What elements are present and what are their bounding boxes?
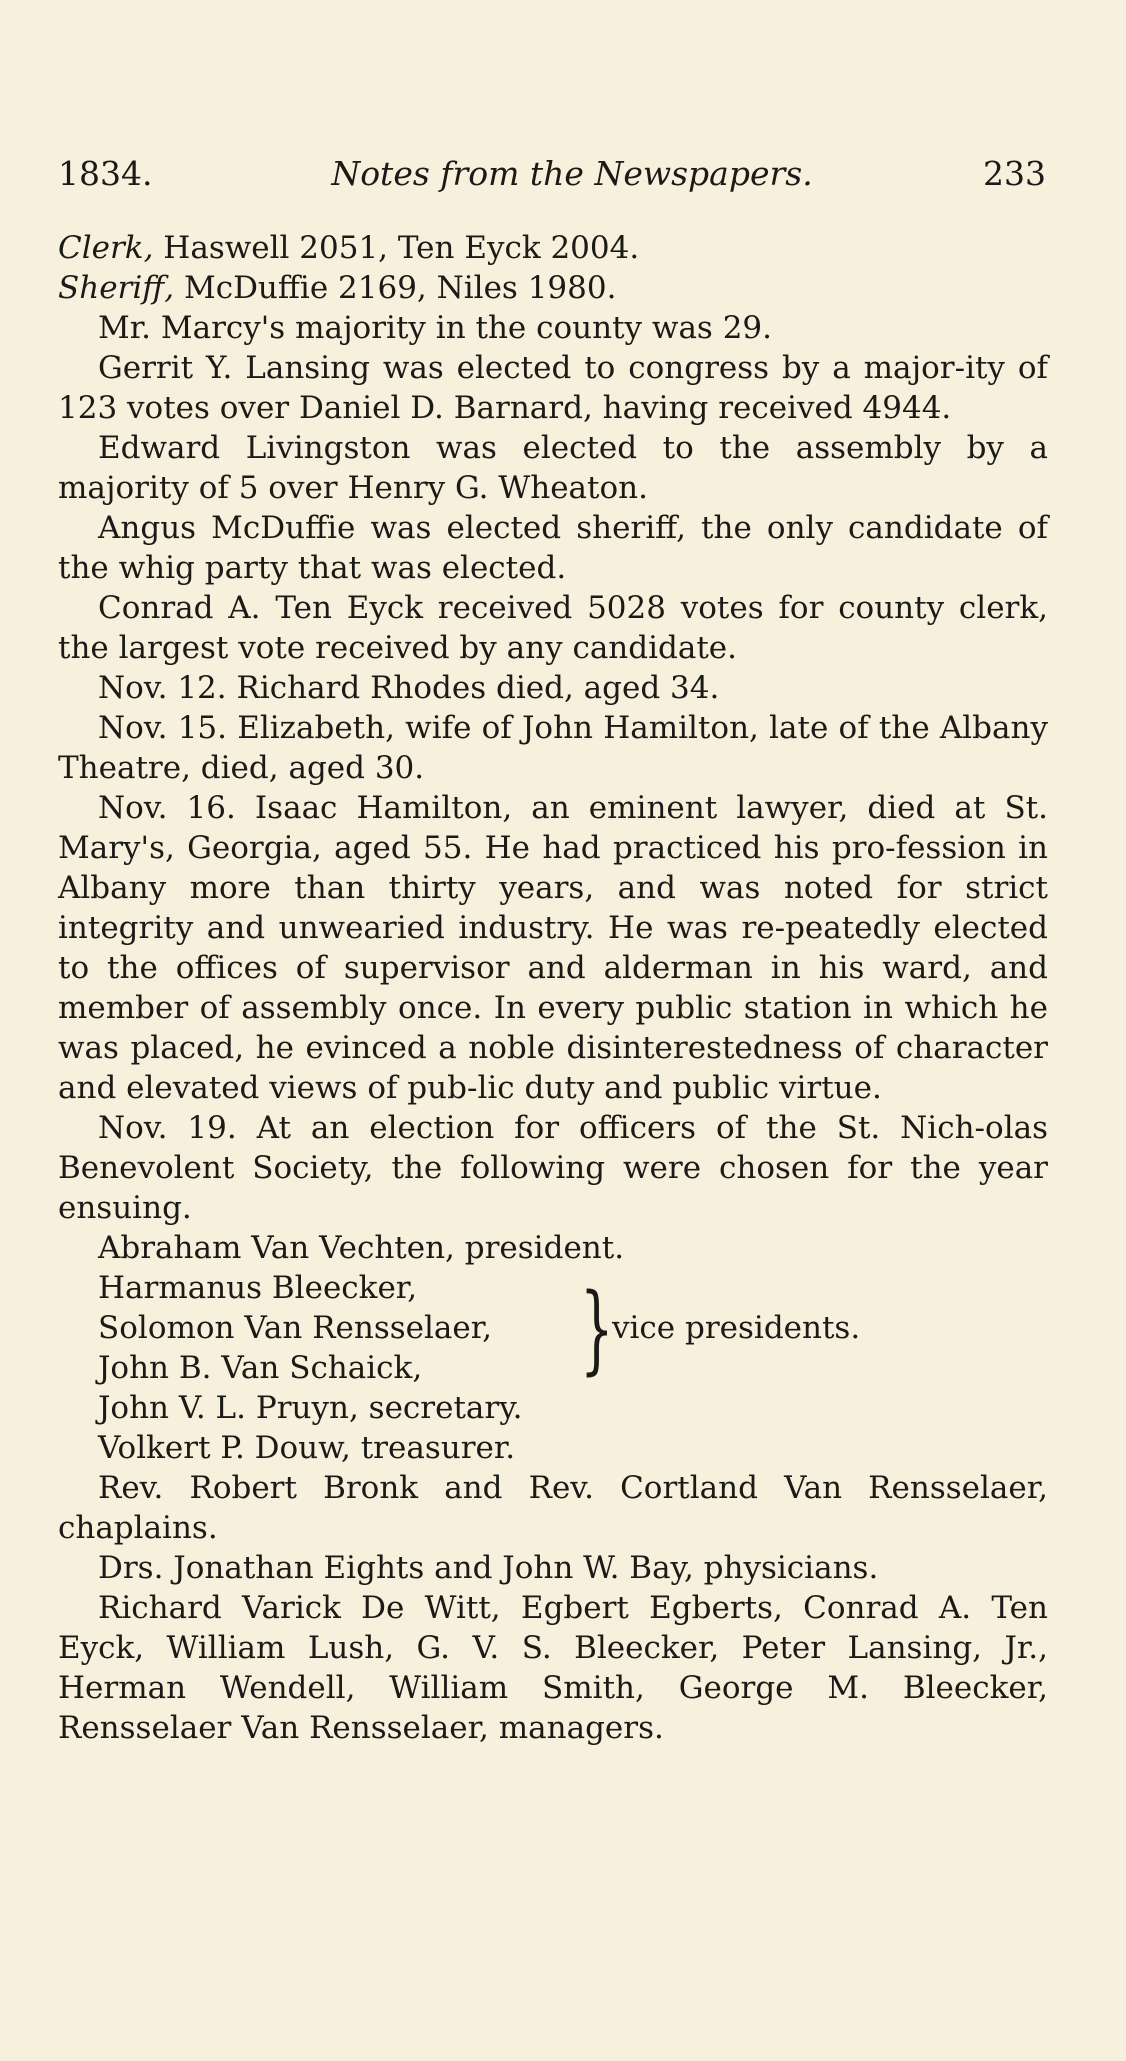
vice-president-name: John B. Van Schaick, bbox=[98, 1350, 423, 1386]
paragraph: Drs. Jonathan Eights and John W. Bay, physicians. bbox=[98, 1550, 879, 1586]
paragraph: Gerrit Y. Lansing was elected to congress by a major-ity of 123 votes over Daniel D. Barnard, having received 4944. bbox=[58, 350, 1048, 426]
running-header bbox=[58, 154, 1046, 202]
paragraph: Nov. 19. At an election for officers of the St. Nich-olas Benevolent Society, the following were chosen for the year ensuing. bbox=[58, 1110, 1048, 1226]
sheriff-line bbox=[58, 268, 1048, 308]
page-number: 233 bbox=[983, 154, 1046, 193]
paragraph: Nov. 16. Isaac Hamilton, an eminent lawyer, died at St. Mary's, Georgia, aged 55. He had practiced his pro-fession in Albany more than thirty years, and was noted for strict integrity and unwearied industry. He was re-peatedly elected to the offices of supervisor and alderman in his ward, and member of assembly once. In every public station in which he was placed, he evinced a noble disinterestedness of character and elevated views of pub-lic duty and public virtue. bbox=[58, 790, 1048, 1106]
paragraph: Edward Livingston was elected to the assembly by a majority of 5 over Henry G. Wheaton. bbox=[58, 430, 1048, 506]
paragraph: Angus McDuffie was elected sheriff, the only candidate of the whig party that was elected. bbox=[58, 510, 1048, 586]
paragraph: Nov. 12. Richard Rhodes died, aged 34. bbox=[98, 670, 720, 706]
paragraph: Abraham Van Vechten, president. bbox=[98, 1230, 625, 1266]
sheriff-text: McDuffie 2169, Niles 1980. bbox=[183, 270, 617, 306]
paragraph: Conrad A. Ten Eyck received 5028 votes for county clerk, the largest vote received by any candidate. bbox=[58, 590, 1048, 666]
header-title: Notes from the Newspapers. bbox=[331, 154, 813, 193]
right-brace: } bbox=[580, 1273, 614, 1385]
clerk-line bbox=[58, 228, 1048, 268]
paragraph: John V. L. Pruyn, secretary. bbox=[98, 1390, 523, 1426]
paragraph: Volkert P. Douw, treasurer. bbox=[98, 1430, 516, 1466]
clerk-label: Clerk, bbox=[58, 230, 154, 266]
clerk-text: Haswell 2051, Ten Eyck 2004. bbox=[163, 230, 640, 266]
vice-president-role: vice presidents. bbox=[612, 1310, 861, 1346]
vice-presidents-block bbox=[58, 1268, 1048, 1388]
vice-president-name: Solomon Van Rensselaer, bbox=[98, 1310, 493, 1346]
vice-president-name: Harmanus Bleecker, bbox=[98, 1270, 418, 1306]
vice-president-names bbox=[98, 1268, 618, 1388]
header-year: 1834. bbox=[58, 154, 153, 193]
paragraph: Nov. 15. Elizabeth, wife of John Hamilton, late of the Albany Theatre, died, aged 30. bbox=[58, 710, 1048, 786]
paragraph: Mr. Marcy's majority in the county was 29. bbox=[98, 310, 772, 346]
page-body bbox=[58, 228, 1048, 1748]
paragraph: Richard Varick De Witt, Egbert Egberts, Conrad A. Ten Eyck, William Lush, G. V. S. Bleecker, Peter Lansing, Jr., Herman Wendell, William Smith, George M. Bleecker, Rensselaer Van Rensselaer, managers. bbox=[58, 1590, 1048, 1746]
sheriff-label: Sheriff, bbox=[58, 270, 175, 306]
paragraph: Rev. Robert Bronk and Rev. Cortland Van Rensselaer, chaplains. bbox=[58, 1470, 1048, 1546]
